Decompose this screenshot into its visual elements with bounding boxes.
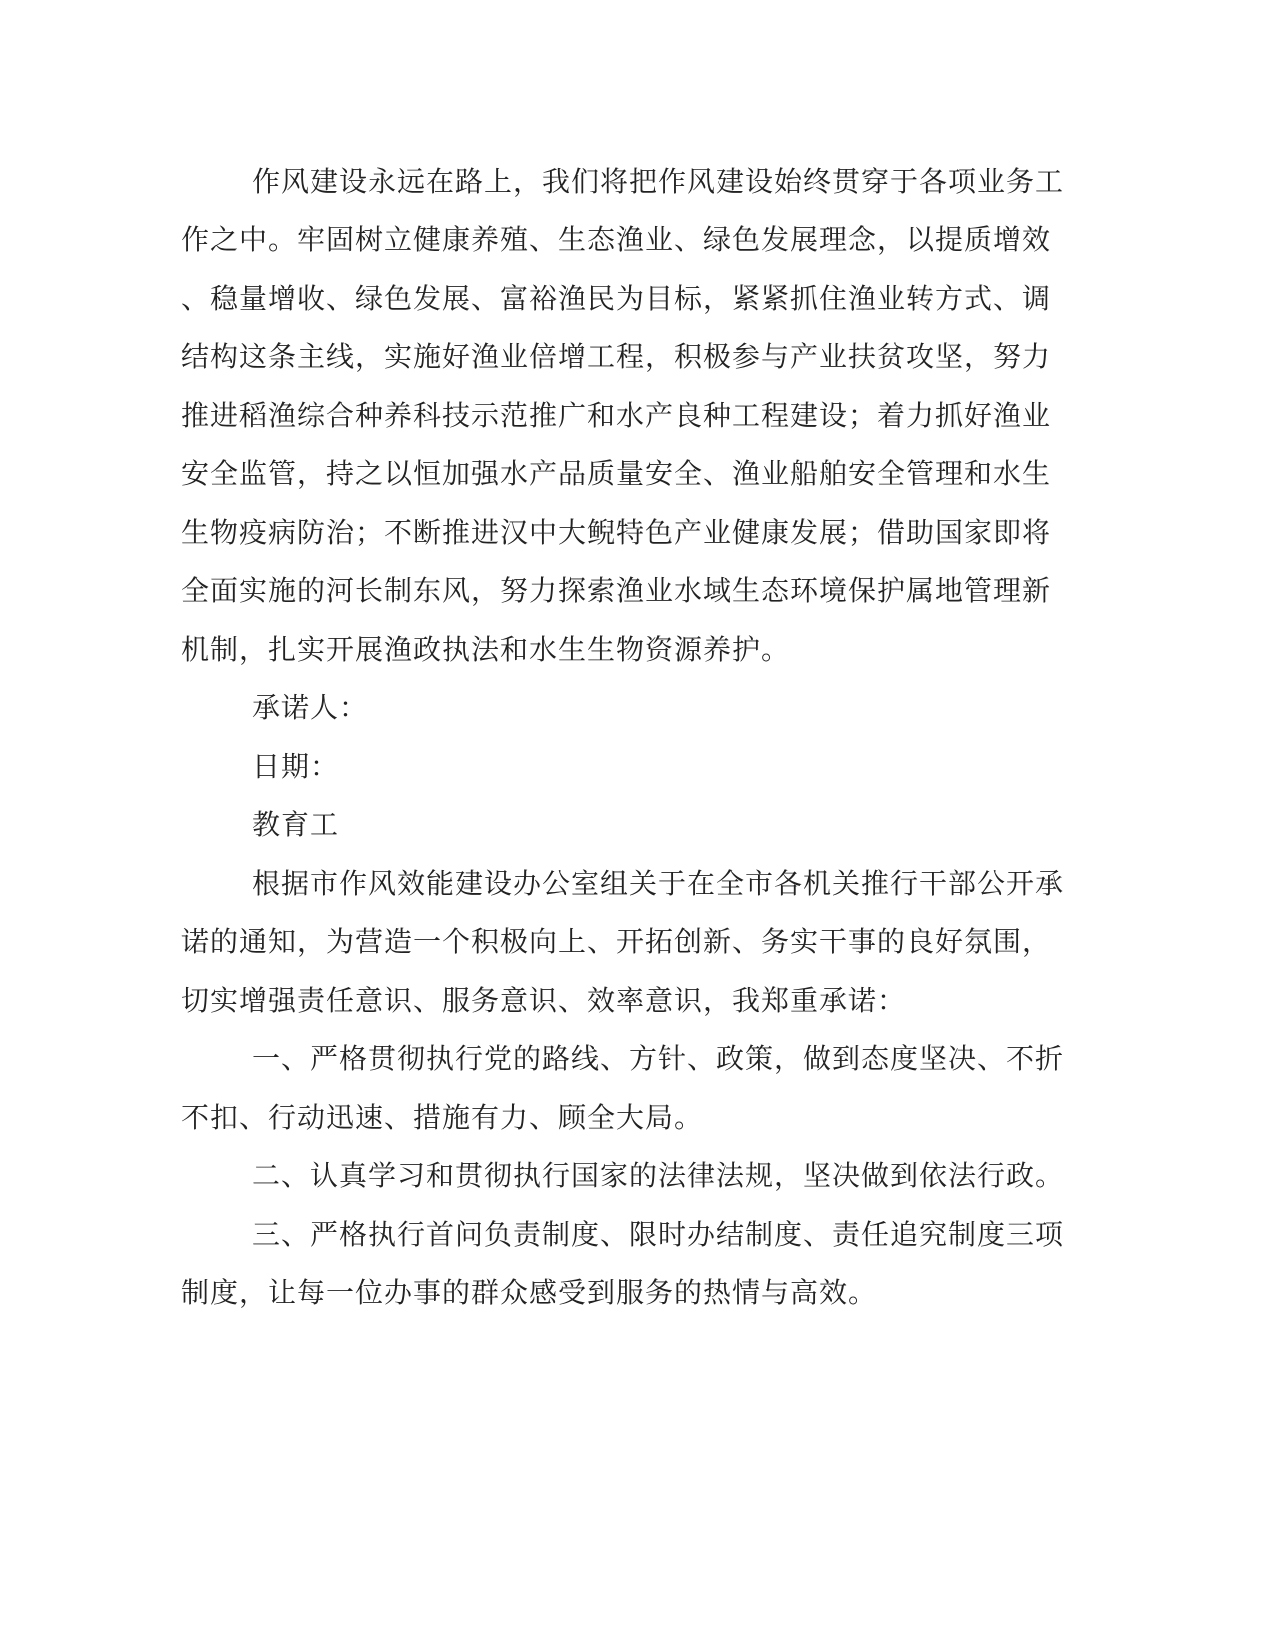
- paragraph-1-line-7: 生物疫病防治；不断推进汉中大鲵特色产业健康发展；借助国家即将: [181, 516, 1052, 549]
- paragraph-2-line-3: 切实增强责任意识、服务意识、效率意识，我郑重承诺：: [181, 984, 907, 1017]
- paragraph-1-line-3: 、稳量增收、绿色发展、富裕渔民为目标，紧紧抓住渔业转方式、调: [181, 282, 1052, 315]
- paragraph-1-line-2: 作之中。牢固树立健康养殖、生态渔业、绿色发展理念，以提质增效: [181, 223, 1052, 256]
- promiser-label: 承诺人：: [252, 691, 369, 724]
- paragraph-2-line-2: 诺的通知，为营造一个积极向上、开拓创新、务实干事的良好氛围，: [181, 925, 1052, 958]
- paragraph-1-line-1: 作风建设永远在路上，我们将把作风建设始终贯穿于各项业务工: [252, 165, 1065, 198]
- pledge-3-line-2: 制度，让每一位办事的群众感受到服务的热情与高效。: [181, 1276, 878, 1309]
- section-heading: 教育工: [252, 808, 340, 841]
- paragraph-1-line-6: 安全监管，持之以恒加强水产品质量安全、渔业船舶安全管理和水生: [181, 457, 1052, 490]
- paragraph-2-line-1: 根据市作风效能建设办公室组关于在全市各机关推行干部公开承: [252, 867, 1065, 900]
- pledge-1-line-1: 一、严格贯彻执行党的路线、方针、政策，做到态度坚决、不折: [252, 1042, 1065, 1075]
- paragraph-1-line-8: 全面实施的河长制东风，努力探索渔业水域生态环境保护属地管理新: [181, 574, 1052, 607]
- paragraph-1-line-5: 推进稻渔综合种养科技示范推广和水产良种工程建设；着力抓好渔业: [181, 399, 1052, 432]
- pledge-2: 二、认真学习和贯彻执行国家的法律法规，坚决做到依法行政。: [252, 1159, 1065, 1192]
- date-label: 日期：: [252, 750, 340, 783]
- paragraph-1-line-9: 机制，扎实开展渔政执法和水生生物资源养护。: [181, 633, 791, 666]
- pledge-3-line-1: 三、严格执行首问负责制度、限时办结制度、责任追究制度三项: [252, 1218, 1065, 1251]
- pledge-1-line-2: 不扣、行动迅速、措施有力、顾全大局。: [181, 1101, 704, 1134]
- paragraph-1-line-4: 结构这条主线，实施好渔业倍增工程，积极参与产业扶贫攻坚，努力: [181, 340, 1052, 373]
